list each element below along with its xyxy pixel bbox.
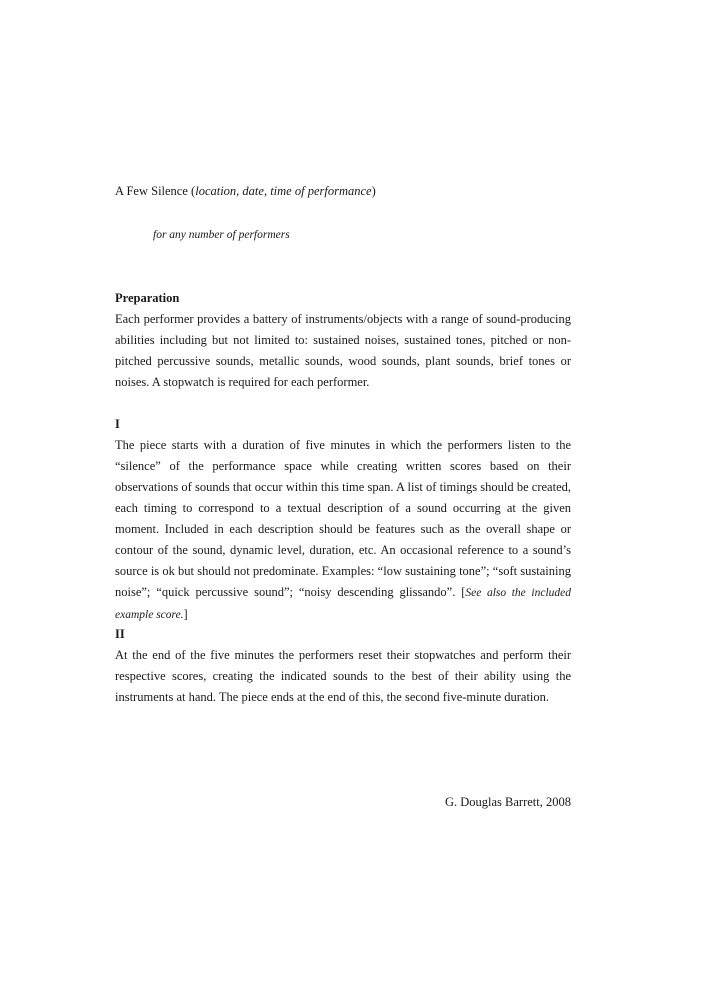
section-one-note: See also the included example score. <box>115 587 572 621</box>
author-signature: G. Douglas Barrett, 2008 <box>444 795 571 809</box>
section-two-text: At the end of the five minutes the performers reset their stopwatches and perform their respective scores, creating the indicated sounds to the best of their ability using the instruments at hand. The piece ends at the end of this, the second five-minute duration. <box>115 648 571 704</box>
section-one <box>115 414 571 626</box>
piece-title <box>115 184 376 199</box>
section-one-text: The piece starts with a duration of five minutes in which the performers listen to the “silence” of the performance space while creating written scores based on their observations of sounds that occur within this time span. A list of timings should be created, each timing to correspond to a textual description of a sound occurring at the given moment. Included in each description should be features such as the overall shape or contour of the sound, dynamic level, duration, etc. An occasional reference to a sound’s source is ok but should not predominate. Examples: “low sustaining tone”; “soft sustaining noise”; “quick percussive sound”; “noisy descending glissando”. [ <box>115 438 571 599</box>
title-main: A Few Silence <box>115 184 188 198</box>
instrumentation-note: for any number of performers <box>153 229 290 241</box>
title-performance-note: location, date, time of performance <box>195 184 372 198</box>
section-one-heading: I <box>115 417 120 431</box>
section-two <box>115 624 571 708</box>
preparation-text: Each performer provides a battery of instruments/objects with a range of sound-producing abilities including but not limited to: sustained noises, sustained tones, pitched or non-pitched percussive sounds, metallic sounds, wood sounds, plant sounds, brief tones or noises. A stopwatch is required for each performer. <box>115 312 571 389</box>
title-close-paren: ) <box>371 184 376 198</box>
title-open-paren: ( <box>187 184 196 198</box>
section-two-heading: II <box>115 627 125 641</box>
preparation-heading: Preparation <box>115 291 180 305</box>
section-one-paragraph <box>115 435 571 626</box>
section-one-close-bracket: ] <box>183 607 188 621</box>
preparation-section <box>115 288 571 393</box>
